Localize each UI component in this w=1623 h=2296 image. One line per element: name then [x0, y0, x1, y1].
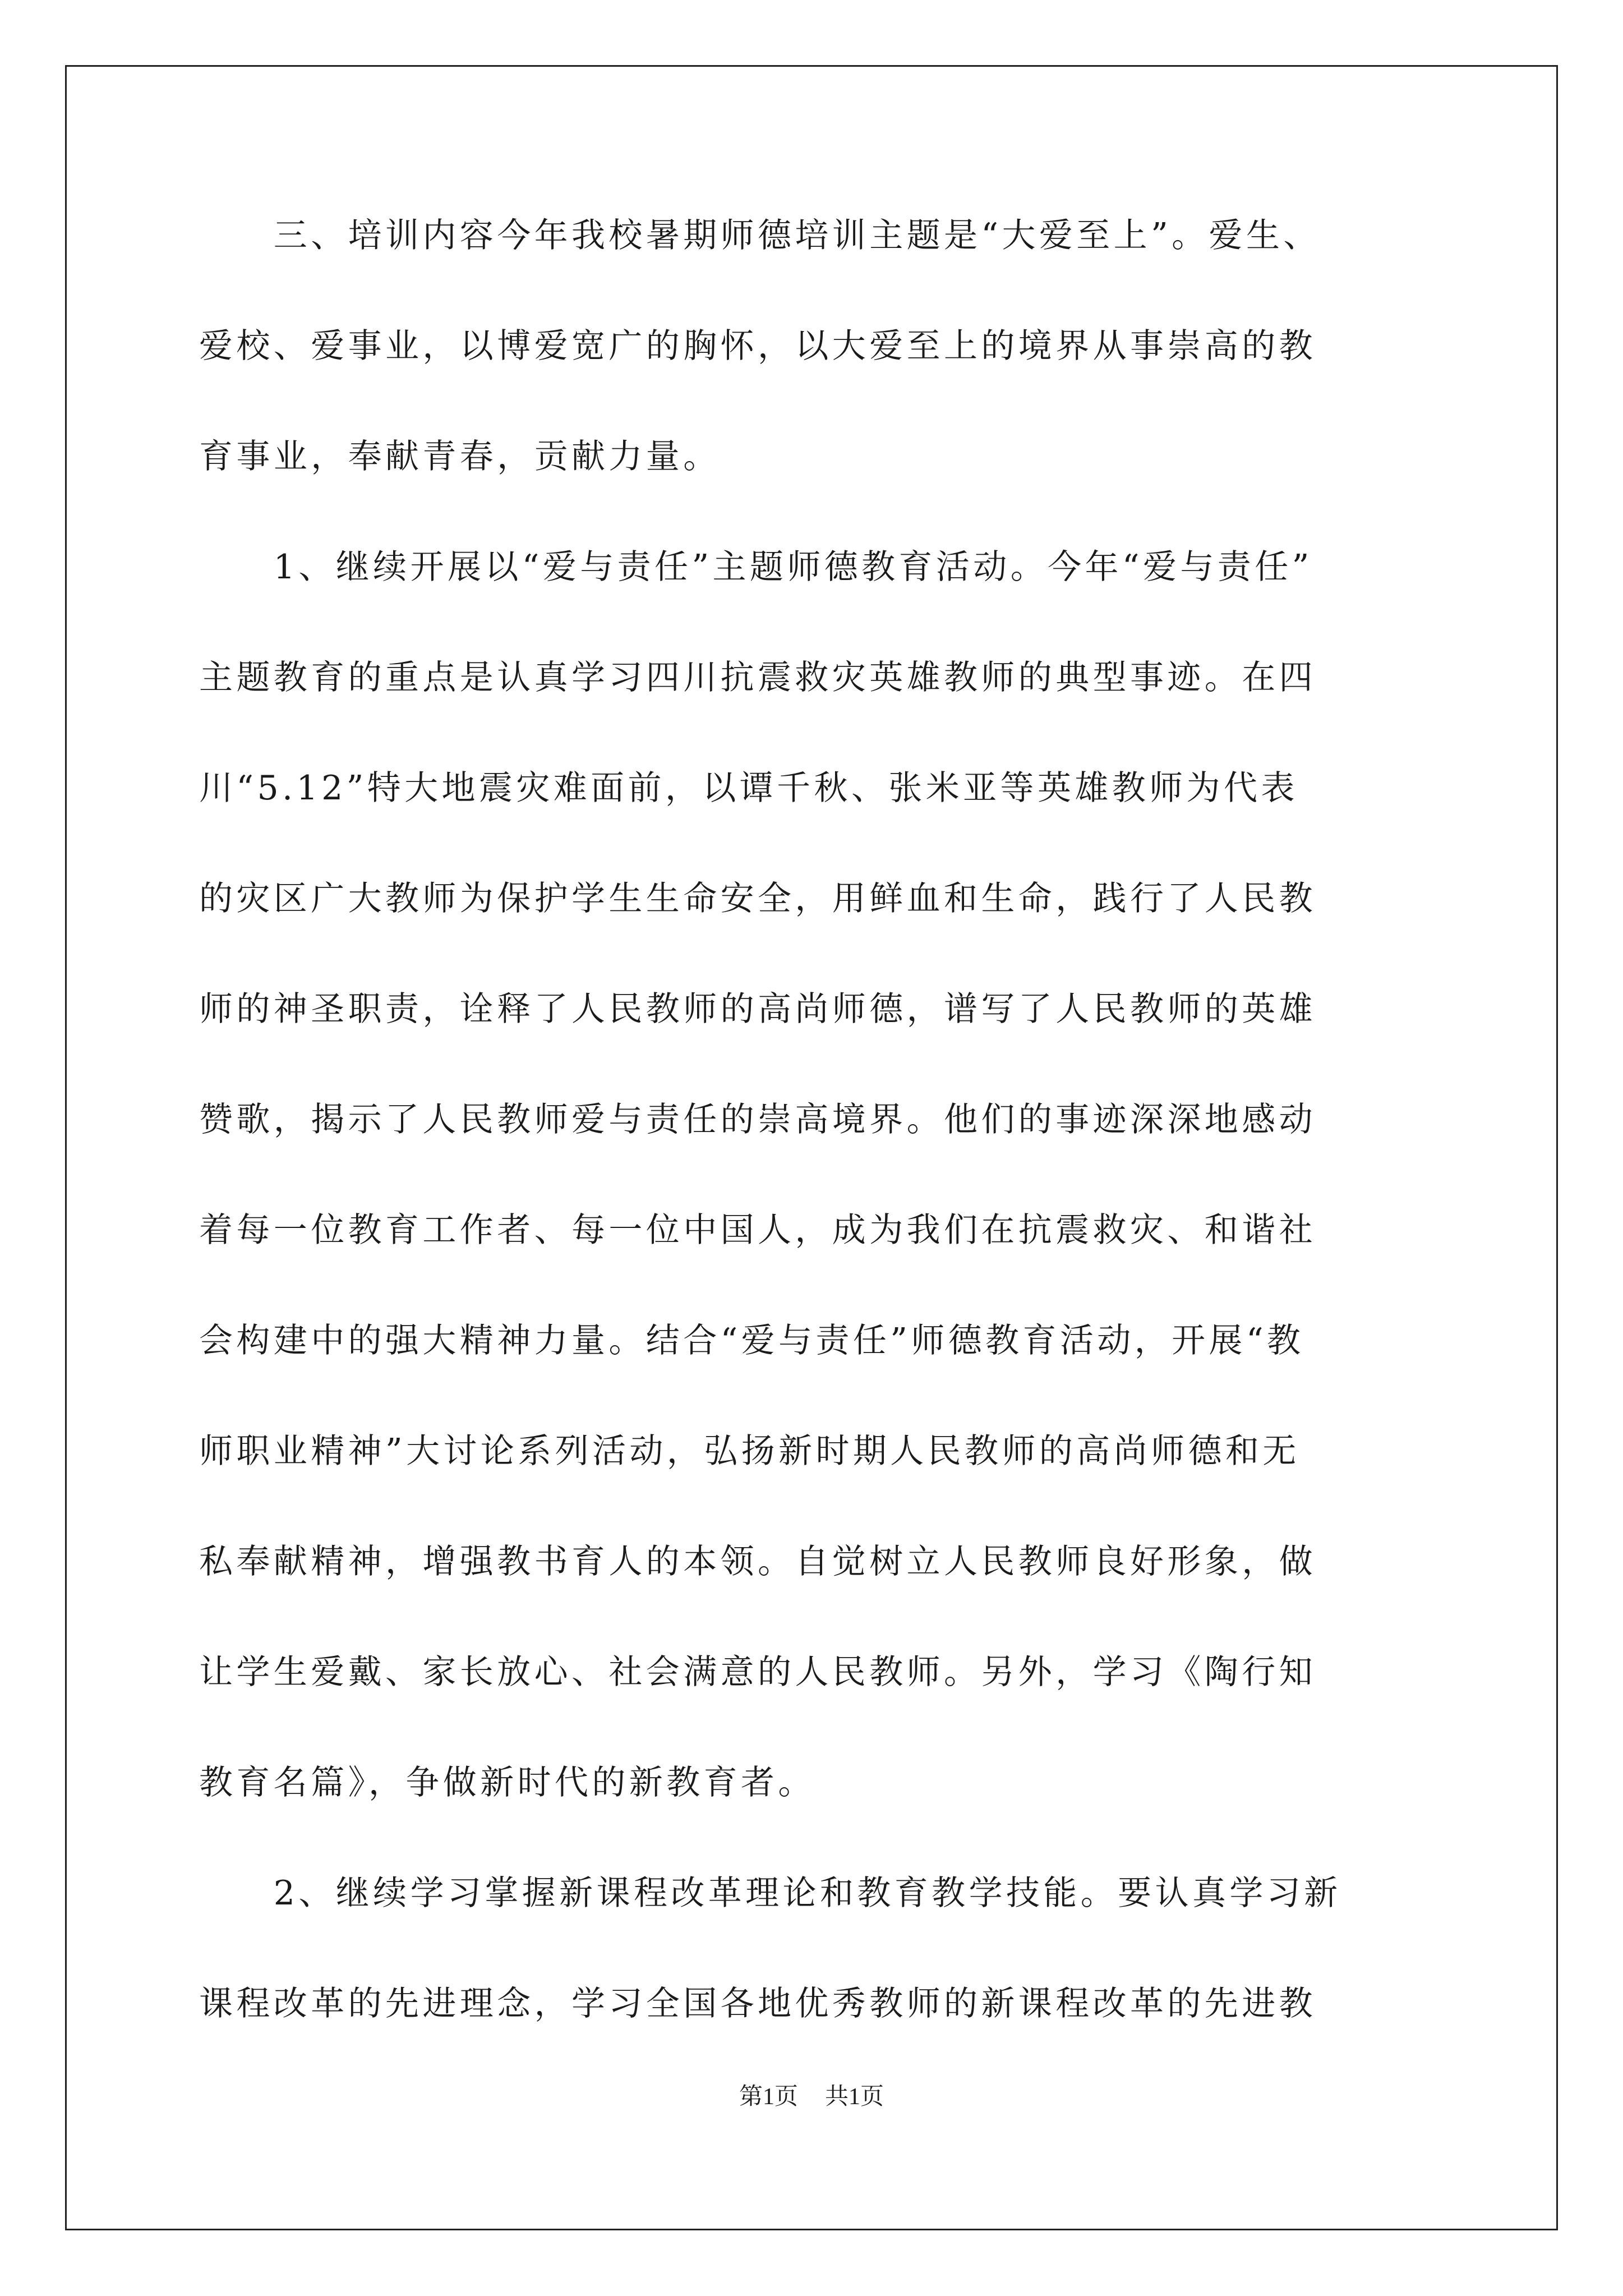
text-line: 1、继续开展以“爱与责任”主题师德教育活动。今年“爱与责任” [199, 547, 1313, 587]
page-total: 共1页 [825, 2084, 884, 2110]
text-line: 2、继续学习掌握新课程改革理论和教育教学技能。要认真学习新 [199, 1874, 1341, 1913]
text-line: 会构建中的强大精神力量。结合“爱与责任”师德教育活动，开展“教 [199, 1321, 1304, 1360]
text-line: 让学生爱戴、家长放心、社会满意的人民教师。另外，学习《陶行知 [199, 1653, 1316, 1692]
text-line: 育事业，奉献青春，贡献力量。 [199, 437, 721, 476]
text-line: 的灾区广大教师为保护学生生命安全，用鲜血和生命，践行了人民教 [199, 879, 1316, 918]
text-line: 赞歌，揭示了人民教师爱与责任的崇高境界。他们的事迹深深地感动 [199, 1100, 1316, 1139]
text-line: 三、培训内容今年我校暑期师德培训主题是“大爱至上”。爱生、 [199, 216, 1321, 255]
text-line: 着每一位教育工作者、每一位中国人，成为我们在抗震救灾、和谐社 [199, 1211, 1316, 1250]
text-line: 课程改革的先进理念，学习全国各地优秀教师的新课程改革的先进教 [199, 1984, 1316, 2023]
text-line: 师职业精神”大讨论系列活动，弘扬新时期人民教师的高尚师德和无 [199, 1432, 1300, 1471]
page-footer [0, 2080, 1623, 2114]
text-line: 师的神圣职责，诠释了人民教师的高尚师德，谱写了人民教师的英雄 [199, 990, 1316, 1029]
page-number: 第1页 [739, 2084, 798, 2110]
text-line: 主题教育的重点是认真学习四川抗震救灾英雄教师的典型事迹。在四 [199, 658, 1316, 697]
text-line: 川“5.12”特大地震灾难面前，以谭千秋、张米亚等英雄教师为代表 [199, 769, 1298, 808]
text-line: 教育名篇》，争做新时代的新教育者。 [199, 1763, 815, 1802]
text-line: 私奉献精神，增强教书育人的本领。自觉树立人民教师良好形象，做 [199, 1542, 1316, 1581]
text-line: 爱校、爱事业，以博爱宽广的胸怀，以大爱至上的境界从事崇高的教 [199, 326, 1316, 366]
